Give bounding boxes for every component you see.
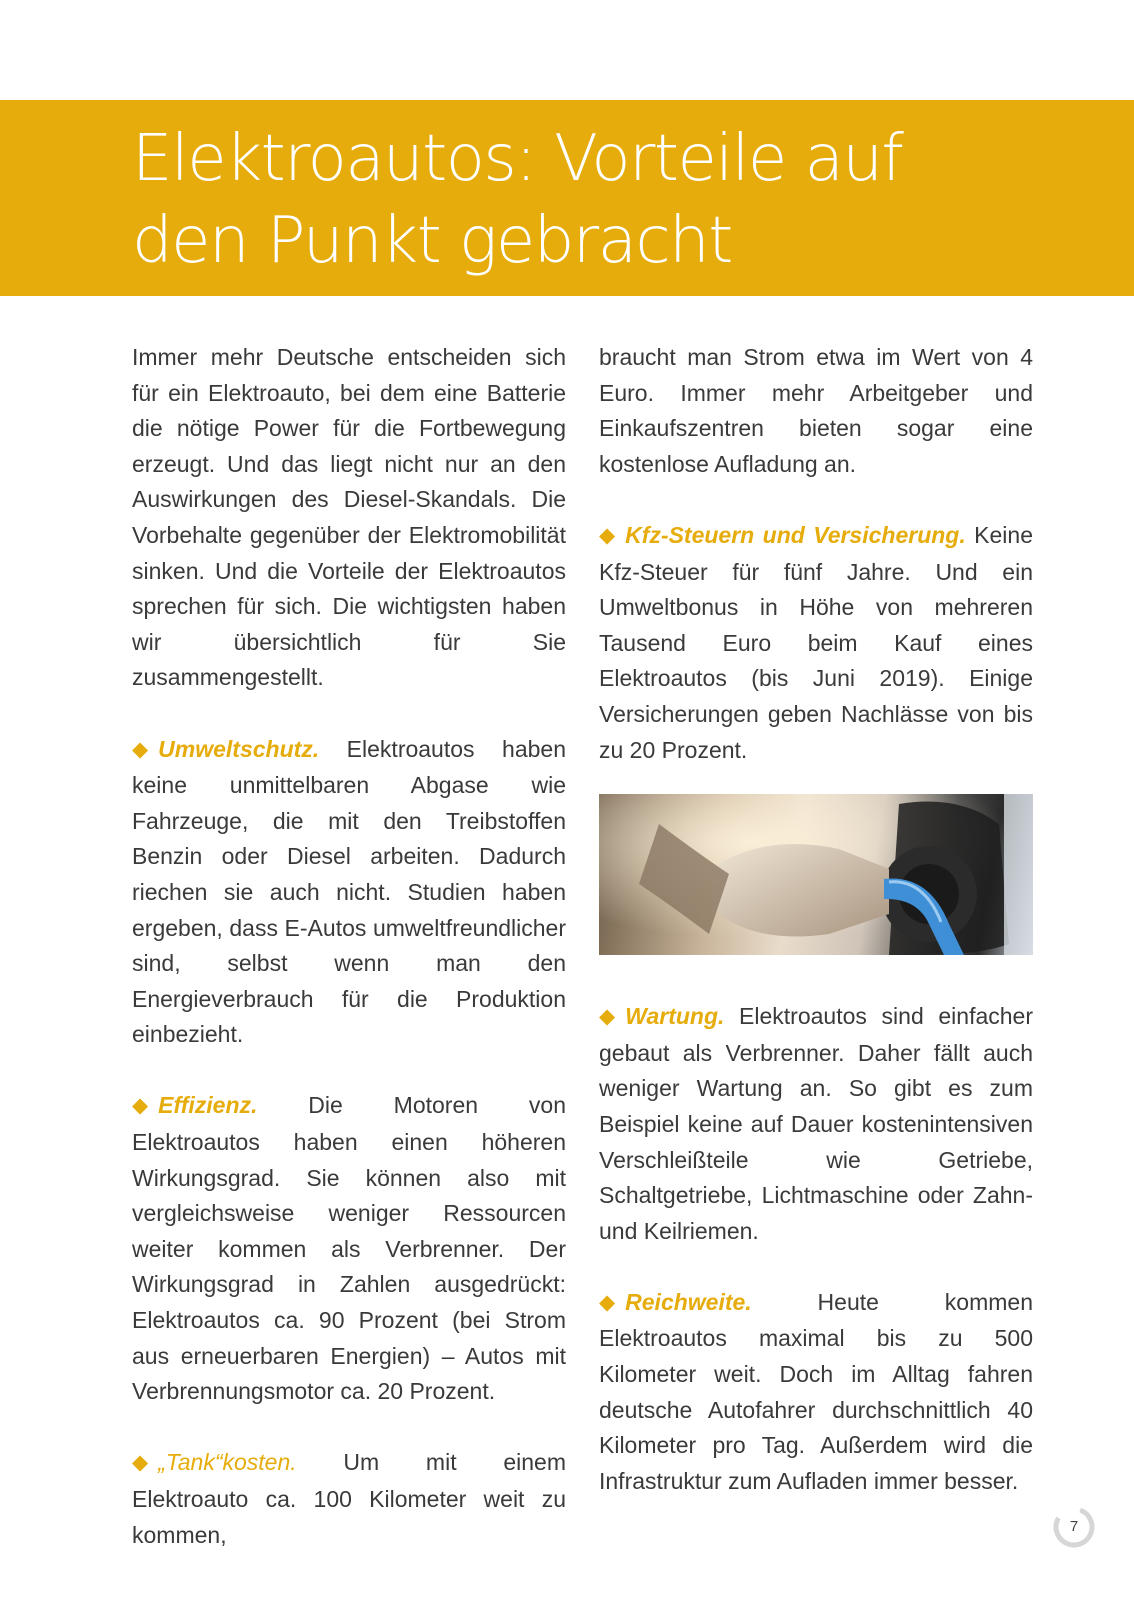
section-heading: Umweltschutz. bbox=[158, 735, 320, 762]
diamond-bullet-icon: ◆ bbox=[132, 737, 149, 761]
section-text: Elektroautos haben keine unmittelbaren Abgase wie Fahrzeuge, die mit den Treibstoffen Benzin oder Diesel arbeiten. Dadurch riechen sie auch nicht. Studien haben ergeben, dass E-Autos umweltfreundlicher sind, selbst wenn man den Energieverbrauch für die Produktion einbezieht. bbox=[132, 735, 566, 1048]
charging-plug-photo bbox=[599, 794, 1033, 955]
diamond-bullet-icon: ◆ bbox=[132, 1094, 149, 1118]
diamond-bullet-icon: ◆ bbox=[599, 523, 616, 547]
section-text: Elektroautos sind einfacher gebaut als Verbrenner. Daher fällt auch weniger Wartung an. So gibt es zum Beispiel keine auf Dauer kostenintensiven Verschleißteile wie Getriebe, Schaltgetriebe, Lichtmaschine oder Zahn- und Keilriemen. bbox=[599, 1003, 1033, 1244]
section-wartung bbox=[599, 999, 1033, 1249]
diamond-bullet-icon: ◆ bbox=[599, 1005, 616, 1029]
section-reichweite bbox=[599, 1285, 1033, 1500]
charging-plug-illustration bbox=[599, 794, 1033, 955]
page-title: Elektroautos: Vorteile auf den Punkt gebracht bbox=[132, 122, 903, 278]
section-tankkosten-continued: braucht man Strom etwa im Wert von 4 Euro. Immer mehr Arbeitgeber und Einkaufszentren bieten sogar eine kostenlose Aufladung an. bbox=[599, 344, 1033, 477]
section-heading: Reichweite. bbox=[625, 1288, 752, 1315]
section-text: Heute kommen Elektroautos maximal bis zu 500 Kilometer weit. Doch im Alltag fahren deutsche Autofahrer durchschnittlich 40 Kilometer pro Tag. Außerdem wird die Infrastruktur zum Aufladen immer besser. bbox=[599, 1288, 1033, 1494]
section-heading: Kfz-Steuern und Versicherung. bbox=[625, 521, 966, 548]
section-heading: Effizienz. bbox=[158, 1092, 258, 1119]
intro-paragraph: Immer mehr Deutsche entscheiden sich für ein Elektroauto, bei dem eine Batterie die nötige Power für die Fortbewegung erzeugt. Und das liegt nicht nur an den Auswirkungen des Diesel-Skandals. Die Vorbehalte gegenüber der Elektromobilität sinken. Und die Vorteile der Elektroautos sprechen für sich. Die wichtigsten haben wir übersichtlich für Sie zusammengestellt. bbox=[132, 344, 566, 691]
diamond-bullet-icon: ◆ bbox=[599, 1290, 616, 1314]
section-heading: Wartung. bbox=[625, 1003, 725, 1030]
page-number: 7 bbox=[1069, 1518, 1079, 1535]
section-kfz bbox=[599, 518, 1033, 768]
section-heading: „Tank“kosten. bbox=[158, 1449, 297, 1476]
left-column bbox=[132, 340, 566, 1553]
section-text: Die Motoren von Elektroautos haben einen höheren Wirkungsgrad. Sie können also mit vergleichsweise weniger Ressourcen weiter kommen als Verbrenner. Der Wirkungsgrad in Zahlen ausgedrückt: Elektroautos ca. 90 Prozent (bei Strom aus erneuerbaren Energien) – Autos mit Verbrennungsmotor ca. 20 Prozent. bbox=[132, 1092, 566, 1405]
diamond-bullet-icon: ◆ bbox=[132, 1451, 149, 1475]
section-effizienz bbox=[132, 1088, 566, 1409]
title-banner bbox=[0, 100, 1134, 296]
section-umweltschutz bbox=[132, 732, 566, 1053]
page-number-badge bbox=[1052, 1505, 1096, 1549]
right-column bbox=[599, 340, 1033, 1499]
section-tankkosten bbox=[132, 1445, 566, 1553]
section-text: Um mit einem Elektroauto ca. 100 Kilometer weit zu kommen, bbox=[132, 1449, 566, 1548]
section-text: Keine Kfz-Steuer für fünf Jahre. Und ein Umweltbonus in Höhe von mehreren Tausend Euro beim Kauf eines Elektroautos (bis Juni 2019). Einige Versicherungen geben Nachlässe von bis zu 20 Prozent. bbox=[599, 521, 1033, 763]
